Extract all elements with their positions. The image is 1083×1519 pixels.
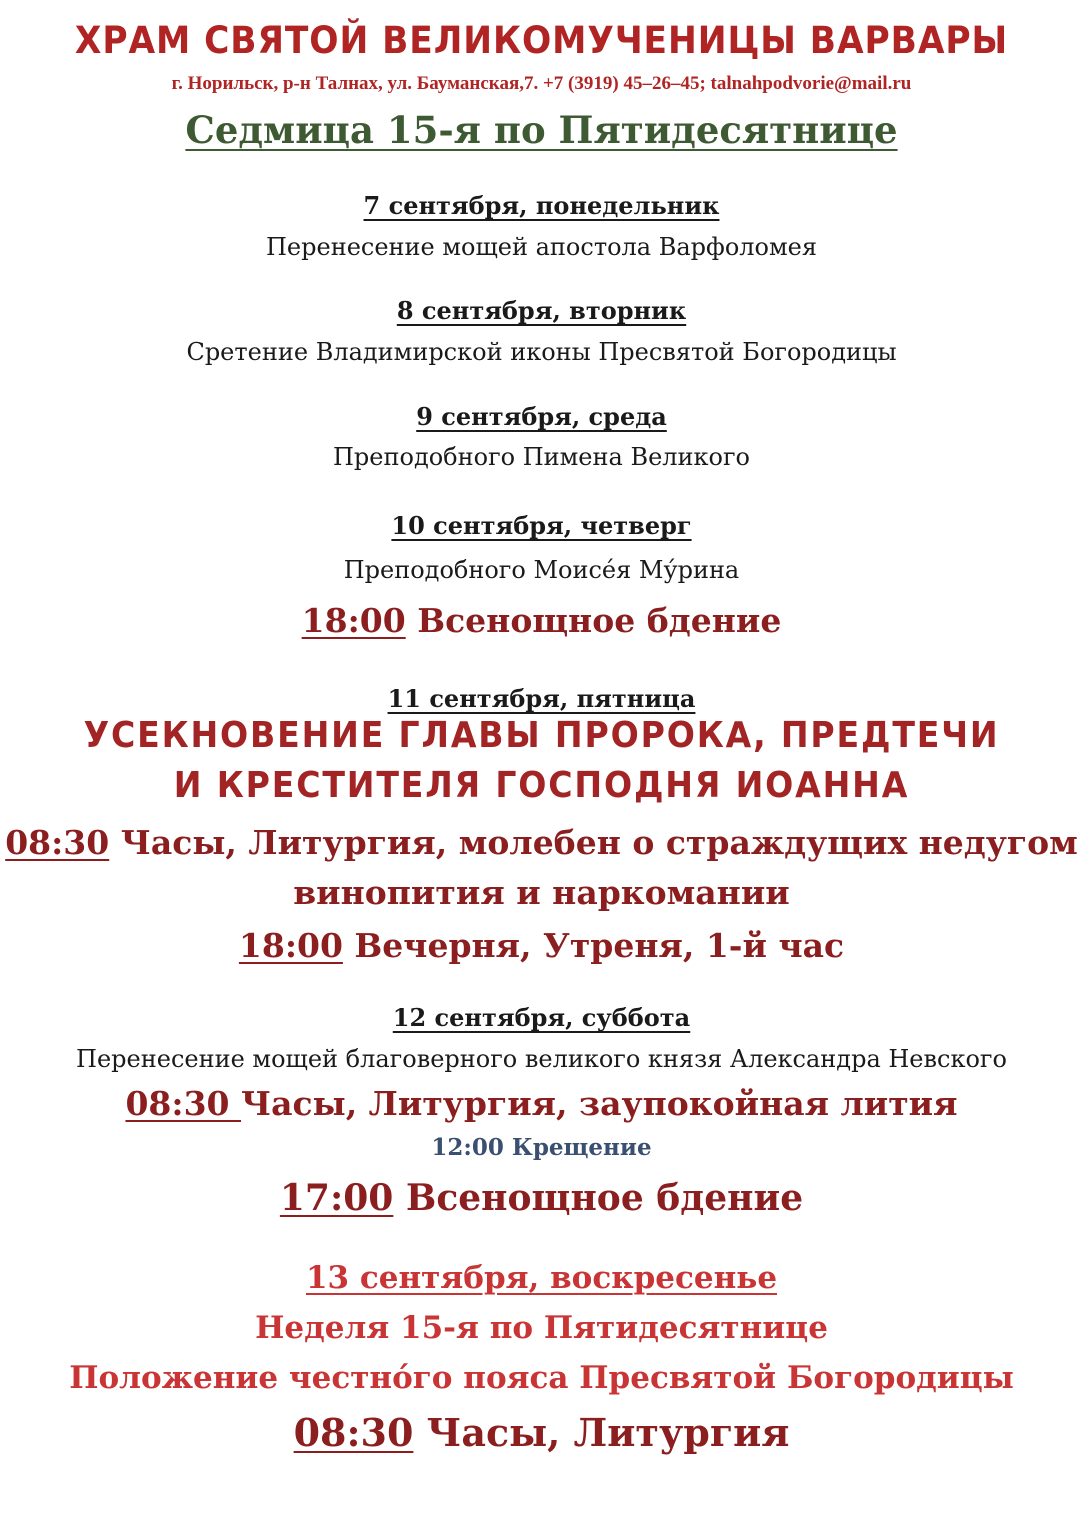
date-sep-8 xyxy=(0,296,1083,325)
service-text: Вечерня, Утреня, 1-й час xyxy=(342,926,845,965)
service-time: 08:30 xyxy=(293,1410,414,1455)
service-text: Часы, Литургия, заупокойная лития xyxy=(241,1084,958,1123)
date-sep-11 xyxy=(0,684,1083,713)
service-text: Всенощное бдение xyxy=(405,601,782,640)
service-time: 08:30 xyxy=(5,823,110,862)
feast-sep-7: Перенесение мощей апостола Варфоломея xyxy=(266,233,817,261)
service-text: Часы, Литургия xyxy=(413,1410,790,1455)
feast-sep-8: Сретение Владимирской иконы Пресвятой Богородицы xyxy=(186,338,897,366)
church-address: г. Норильск, р-н Талнах, ул. Бауманская,7. +7 (3919) 45–26–45; talnahpodvorie@mail.ru xyxy=(171,73,912,94)
date-sep-12 xyxy=(0,1003,1083,1032)
date-sep-10 xyxy=(0,511,1083,540)
service-sep-10-vigil xyxy=(0,601,1083,640)
feast-sep-10: Преподобного Моисе́я Му́рина xyxy=(343,556,740,584)
service-time: 17:00 xyxy=(279,1177,394,1219)
date-sep-7-text: 7 сентября, понедельник xyxy=(363,191,720,220)
service-text: Всенощное бдение xyxy=(393,1177,804,1219)
service-sep-13-liturgy xyxy=(0,1410,1083,1455)
feast-sep-9: Преподобного Пимена Великого xyxy=(333,443,750,471)
service-text: Часы, Литургия, молебен о страждущих недугом xyxy=(109,823,1078,862)
week-title xyxy=(0,108,1083,152)
service-sep-12-vigil xyxy=(0,1177,1083,1219)
date-sep-7 xyxy=(0,191,1083,220)
feast-sep-13-sunday: Неделя 15-я по Пятидесятнице xyxy=(255,1310,828,1346)
feast-sep-11-line-2: И КРЕСТИТЕЛЯ ГОСПОДНЯ ИОАННА xyxy=(173,765,910,806)
church-name: ХРАМ СВЯТОЙ ВЕЛИКОМУЧЕНИЦЫ ВАРВАРЫ xyxy=(74,19,1009,62)
service-sep-11-liturgy xyxy=(0,823,1083,862)
date-sep-9-text: 9 сентября, среда xyxy=(416,402,667,431)
feast-sep-11-line-1: УСЕКНОВЕНИЕ ГЛАВЫ ПРОРОКА, ПРЕДТЕЧИ xyxy=(83,715,1000,756)
service-time: 08:30 xyxy=(125,1084,241,1123)
date-sep-12-text: 12 сентября, суббота xyxy=(392,1003,691,1032)
service-sep-12-baptism: 12:00 Крещение xyxy=(431,1134,652,1161)
service-sep-11-vespers xyxy=(0,926,1083,965)
feast-sep-13-belt: Положение честно́го пояса Пресвятой Богородицы xyxy=(69,1360,1014,1396)
date-sep-13-text: 13 сентября, воскресенье xyxy=(305,1260,778,1296)
service-time: 18:00 xyxy=(238,926,343,965)
date-sep-13 xyxy=(0,1260,1083,1296)
week-title-text: Седмица 15-я по Пятидесятнице xyxy=(185,108,898,152)
service-time: 18:00 xyxy=(301,601,406,640)
service-sep-11-liturgy-cont: винопития и наркомании xyxy=(293,873,790,912)
date-sep-9 xyxy=(0,402,1083,431)
service-sep-12-liturgy xyxy=(0,1084,1083,1123)
date-sep-11-text: 11 сентября, пятница xyxy=(387,684,696,713)
feast-sep-12: Перенесение мощей благоверного великого князя Александра Невского xyxy=(76,1045,1007,1073)
date-sep-8-text: 8 сентября, вторник xyxy=(396,296,687,325)
date-sep-10-text: 10 сентября, четверг xyxy=(391,511,692,540)
